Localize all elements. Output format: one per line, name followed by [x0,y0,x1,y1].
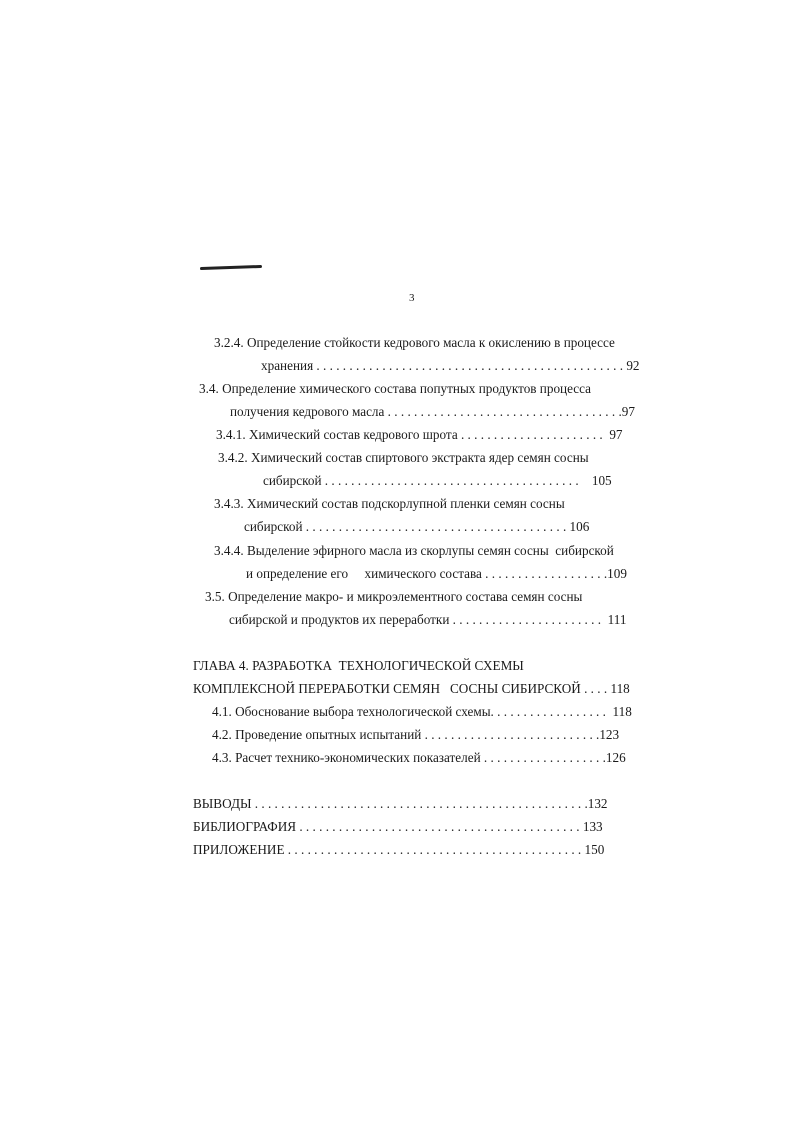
toc-entry-4-1: 4.1. Обоснование выбора технологической схемы. . . . . . . . . . . . . . . . . . 118 [212,704,632,719]
toc-entry-3-4-3: 3.4.3. Химический состав подскорлупной пленки семян сосны [214,496,565,511]
toc-entry-4-2: 4.2. Проведение опытных испытаний . . . . . . . . . . . . . . . . . . . . . . . . . . .123 [212,727,620,742]
toc-appendix: ПРИЛОЖЕНИЕ . . . . . . . . . . . . . . . . . . . . . . . . . . . . . . . . . . . . . . . . . . . . . 150 [193,842,605,857]
page-number: 3 [409,292,415,304]
toc-entry-3-2-4-cont: хранения . . . . . . . . . . . . . . . . . . . . . . . . . . . . . . . . . . . . . . . . . . . . . . . 92 [261,358,640,373]
toc-entry-3-4: 3.4. Определение химического состава попутных продуктов процесса [199,381,592,396]
toc-entry-3-4-2-cont: сибирской . . . . . . . . . . . . . . . . . . . . . . . . . . . . . . . . . . . . . . . 105 [263,473,612,488]
toc-entry-3-4-1: 3.4.1. Химический состав кедрового шрота . . . . . . . . . . . . . . . . . . . . . . 97 [216,427,623,442]
scan-artifact-stroke [200,265,262,270]
toc-entry-3-4-cont: получения кедрового масла . . . . . . . . . . . . . . . . . . . . . . . . . . . . . . . . . . . .97 [230,404,635,419]
toc-entry-3-2-4: 3.2.4. Определение стойкости кедрового масла к окислению в процессе [214,335,615,350]
toc-entry-3-4-3-cont: сибирской . . . . . . . . . . . . . . . . . . . . . . . . . . . . . . . . . . . . . . . . 106 [244,519,590,534]
toc-chapter-4: ГЛАВА 4. РАЗРАБОТКА ТЕХНОЛОГИЧЕСКОЙ СХЕМЫ [193,658,524,673]
toc-entry-3-5: 3.5. Определение макро- и микроэлементного состава семян сосны [205,589,583,604]
toc-conclusions: ВЫВОДЫ . . . . . . . . . . . . . . . . . . . . . . . . . . . . . . . . . . . . . . . . . . . . . . . . . . .132 [193,796,608,811]
toc-entry-4-3: 4.3. Расчет технико-экономических показателей . . . . . . . . . . . . . . . . . . .126 [212,750,626,765]
toc-entry-3-4-4: 3.4.4. Выделение эфирного масла из скорлупы семян сосны сибирской [214,543,614,558]
toc-entry-3-4-2: 3.4.2. Химический состав спиртового экстракта ядер семян сосны [218,450,589,465]
toc-chapter-4-cont: КОМПЛЕКСНОЙ ПЕРЕРАБОТКИ СЕМЯН СОСНЫ СИБИРСКОЙ . . . . 118 [193,681,630,696]
toc-entry-3-5-cont: сибирской и продуктов их переработки . . . . . . . . . . . . . . . . . . . . . . . 111 [229,612,627,627]
toc-bibliography: БИБЛИОГРАФИЯ . . . . . . . . . . . . . . . . . . . . . . . . . . . . . . . . . . . . . . . . . . . 133 [193,819,603,834]
toc-entry-3-4-4-cont: и определение его химического состава . . . . . . . . . . . . . . . . . . .109 [246,566,627,581]
